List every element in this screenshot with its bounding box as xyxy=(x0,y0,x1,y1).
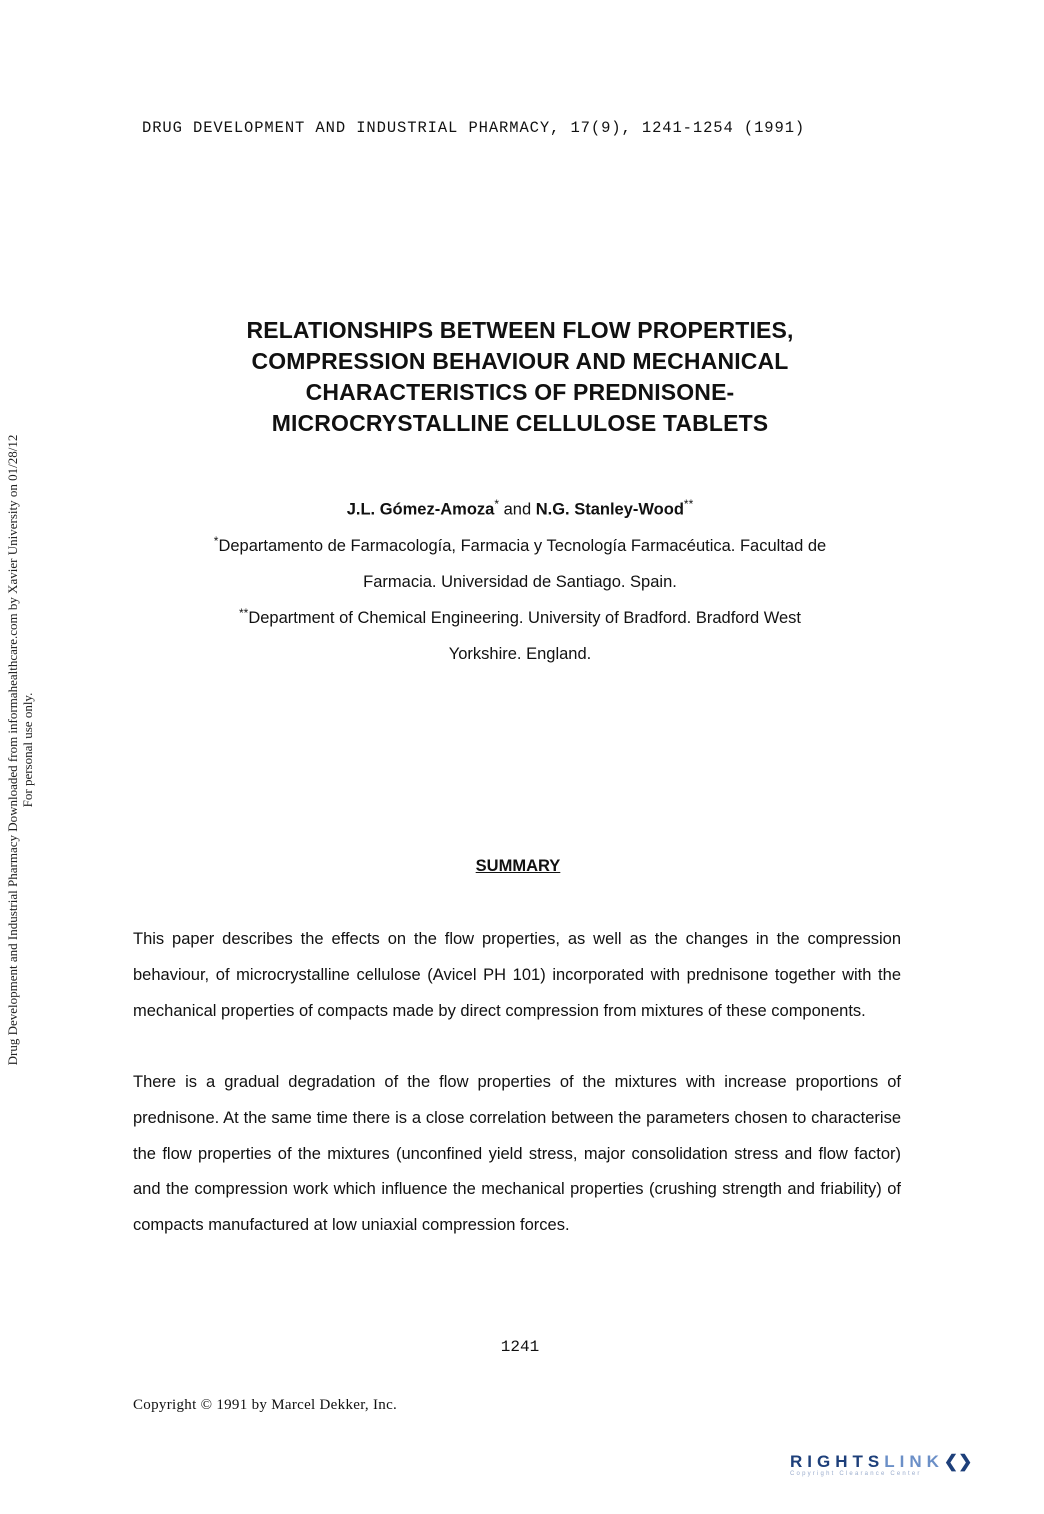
affiliation-2-line-1: **Department of Chemical Engineering. University of Bradford. Bradford West xyxy=(238,606,802,627)
title-line: COMPRESSION BEHAVIOUR AND MECHANICAL xyxy=(251,348,789,374)
summary-paragraph-1: This paper describes the effects on the flow properties, as well as the changes in the compression behaviour, of microcrystalline cellulose (Avicel PH 101) incorporated with prednisone together with the mechanical properties of compacts made by direct compression from mixtures of these components. xyxy=(133,930,901,1020)
summary-paragraph-2: There is a gradual degradation of the flow properties of the mixtures with increase proportions of prednisone. At the same time there is a close correlation between the parameters chosen to characterise the flow properties of the mixtures (unconfined yield stress, major consolidation stress and flow factor) and the compression work which influence the mechanical properties (crushing strength and friability) of compacts manufactured at low uniaxial compression forces. xyxy=(133,1073,901,1235)
summary-heading: SUMMARY xyxy=(475,857,561,875)
affiliation-2 xyxy=(110,600,930,672)
title-line: RELATIONSHIPS BETWEEN FLOW PROPERTIES, xyxy=(246,317,794,343)
affiliation-1-mark: * xyxy=(213,534,219,548)
article-title xyxy=(150,315,890,439)
watermark-line-1: Drug Development and Industrial Pharmacy Downloaded from informahealthcare.com by Xavier University on 01/28/12 xyxy=(5,434,20,1066)
affiliation-2-line-2: Yorkshire. England. xyxy=(448,645,592,663)
rightslink-wordmark: RIGHTSLINK❮❯ xyxy=(790,1452,973,1471)
rightslink-tagline: Copyright Clearance Center xyxy=(790,1471,922,1477)
rightslink-arrow-icon: ❮❯ xyxy=(943,1452,973,1471)
author-2-mark: ** xyxy=(683,497,694,511)
copyright-notice: Copyright © 1991 by Marcel Dekker, Inc. xyxy=(133,1397,398,1413)
journal-header: DRUG DEVELOPMENT AND INDUSTRIAL PHARMACY, 17(9), 1241-1254 (1991) xyxy=(142,119,806,137)
affiliation-1 xyxy=(110,528,930,600)
affiliation-1-line-2: Farmacia. Universidad de Santiago. Spain. xyxy=(363,573,677,591)
watermark-line-2: For personal use only. xyxy=(19,692,35,808)
page-number: 1241 xyxy=(500,1338,540,1356)
affiliation-2-mark: ** xyxy=(238,606,249,620)
download-watermark xyxy=(6,335,35,1165)
title-line: MICROCRYSTALLINE CELLULOSE TABLETS xyxy=(271,410,769,436)
title-line: CHARACTERISTICS OF PREDNISONE- xyxy=(305,379,735,405)
affiliation-1-line-1: *Departamento de Farmacología, Farmacia y Tecnología Farmacéutica. Facultad de xyxy=(213,534,827,555)
author-connector: and xyxy=(503,500,532,519)
author-1: J.L. Gómez-Amoza xyxy=(346,500,495,519)
author-line xyxy=(150,497,890,520)
rightslink-logo[interactable] xyxy=(790,1452,1030,1492)
author-1-mark: * xyxy=(494,497,499,511)
author-2: N.G. Stanley-Wood xyxy=(535,500,684,519)
